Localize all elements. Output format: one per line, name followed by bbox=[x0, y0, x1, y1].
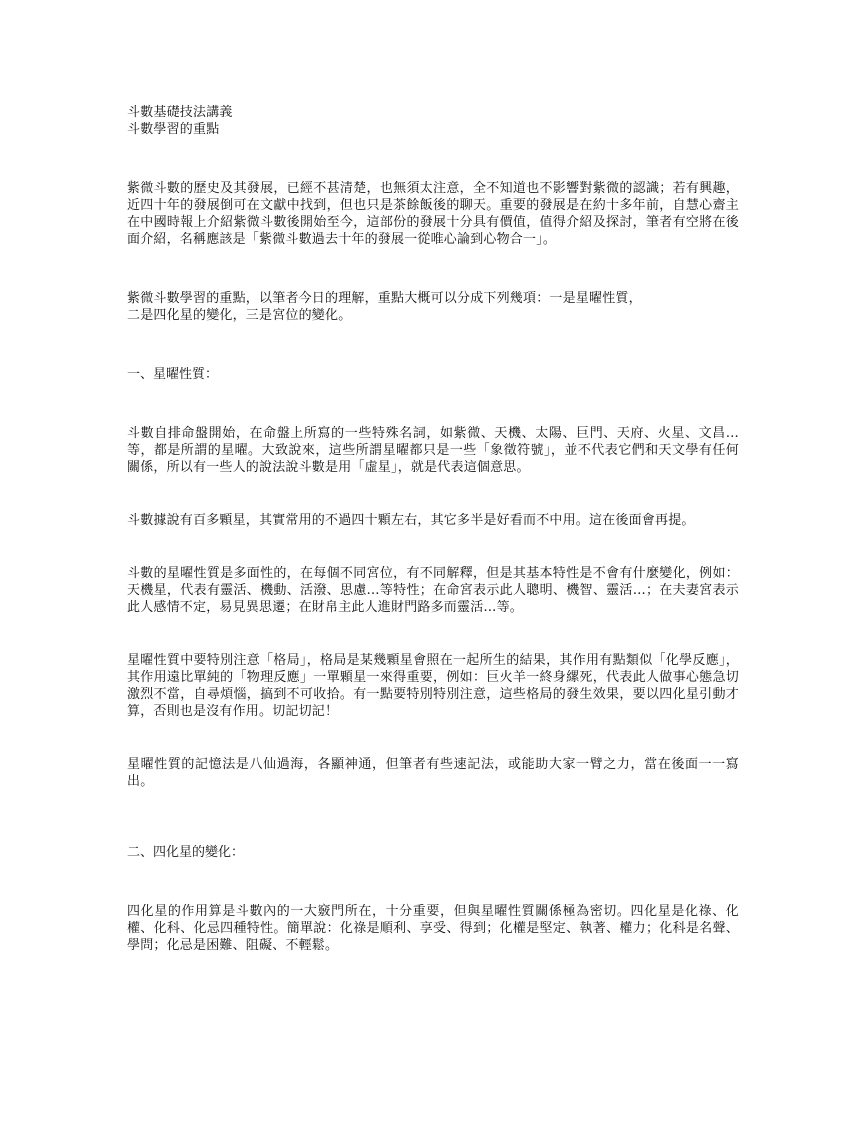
doc-subtitle: 斗數學習的重點 bbox=[127, 122, 220, 137]
paragraph-star-symbols: 斗數自排命盤開始，在命盤上所寫的一些特殊名詞，如紫微、天機、太陽、巨門、天府、火星、文昌…等，都是所謂的星曜。大致說來，這些所謂星曜都只是一些「象徵符號」，並不代表它們和天文學有任何關係，所以有一些人的說法說斗數是用「虛星」，就是代表這個意思。 bbox=[127, 426, 739, 475]
section-heading-star-nature: 一、星曜性質： bbox=[127, 367, 219, 382]
paragraph-patterns: 星曜性質中要特別注意「格局」，格局是某幾顆星會照在一起所生的結果，其作用有點類似「化學反應」，其作用遠比單純的「物理反應」一單顆星一來得重要，例如：巨火羊一終身縲死，代表此人做事心態急切激烈不當，自尋煩惱，搞到不可收拾。有一點要特別特別注意，這些格局的發生效果，要以四化星引動才算，否則也是沒有作用。切記切記！ bbox=[127, 653, 739, 719]
paragraph-star-count: 斗數據說有百多顆星，其實常用的不過四十顆左右，其它多半是好看而不中用。這在後面會再提。 bbox=[127, 513, 695, 528]
section-heading-four-transformations: 二、四化星的變化： bbox=[127, 845, 245, 860]
doc-title: 斗數基礎技法講義 bbox=[127, 105, 233, 120]
document-page bbox=[127, 104, 739, 954]
paragraph-key-points-line2: 二是四化星的變化，三是宮位的變化。 bbox=[127, 308, 352, 323]
paragraph-four-transformations: 四化星的作用算是斗數內的一大竅門所在，十分重要，但與星曜性質關係極為密切。四化星是化祿、化權、化科、化忌四種特性。簡單說：化祿是順利、享受、得到；化權是堅定、執著、權力；化科是名聲、學問；化忌是困難、阻礙、不輕鬆。 bbox=[127, 904, 739, 953]
paragraph-history: 紫微斗數的歷史及其發展，已經不甚清楚，也無須太注意，全不知道也不影響對紫微的認識；若有興趣，近四十年的發展倒可在文獻中找到，但也只是茶餘飯後的聊天。重要的發展是在約十多年前，自慧心齋主在中國時報上介紹紫微斗數後開始至今，這部份的發展十分具有價值，值得介紹及探討，筆者有空將在後面介紹，名稱應該是「紫微斗數過去十年的發展一從唯心論到心物合一」。 bbox=[127, 181, 739, 247]
paragraph-star-facets: 斗數的星曜性質是多面性的，在每個不同宮位，有不同解釋，但是其基本特性是不會有什麼變化，例如：天機星，代表有靈活、機動、活潑、思慮…等特性；在命宮表示此人聰明、機智、靈活…；在夫妻宮表示此人感情不定，易見異思遷；在財帛主此人進財門路多而靈活…等。 bbox=[127, 566, 739, 615]
paragraph-key-points-line1: 紫微斗數學習的重點，以筆者今日的理解，重點大概可以分成下列幾項：一是星曜性質， bbox=[127, 291, 642, 306]
paragraph-memory: 星曜性質的記憶法是八仙過海，各顯神通，但筆者有些速記法，或能助大家一臂之力，當在後面一一寫出。 bbox=[127, 757, 739, 789]
